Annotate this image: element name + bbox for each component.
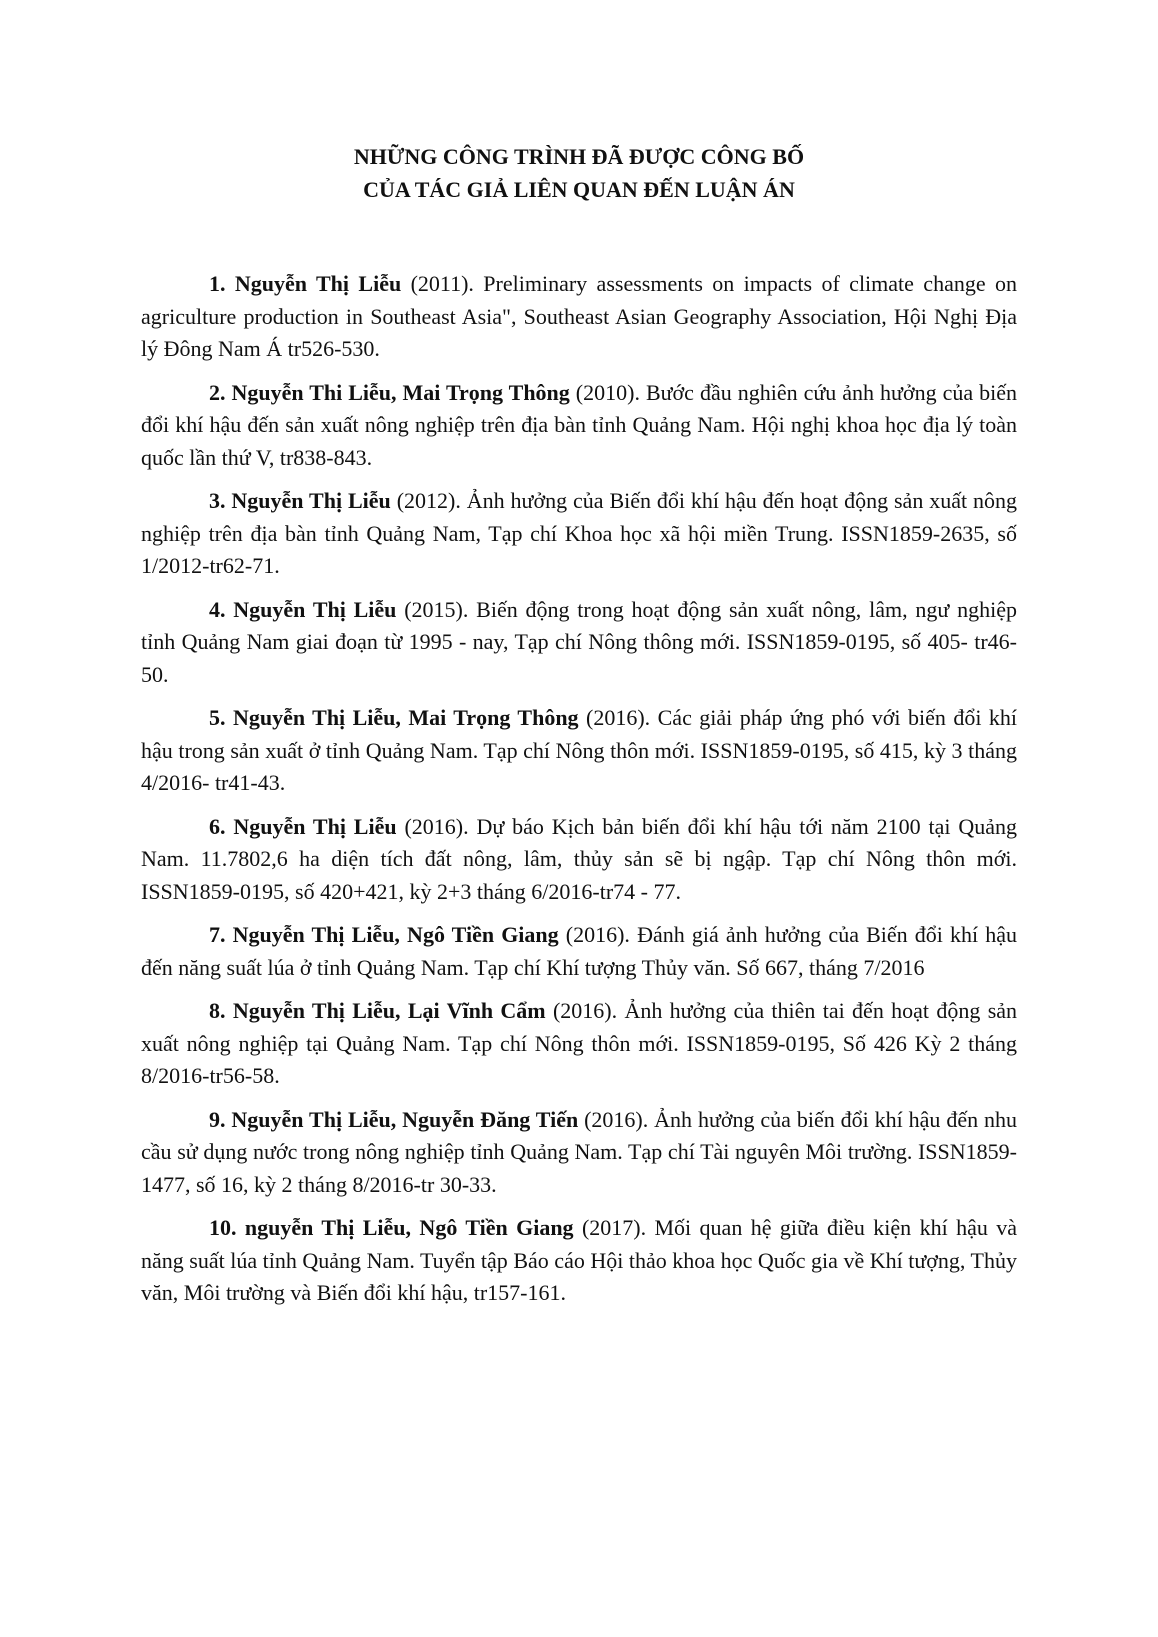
list-item — [141, 377, 1017, 475]
list-item — [141, 919, 1017, 984]
item-number: 10. — [209, 1215, 237, 1240]
item-authors: Nguyễn Thị Liễu — [233, 813, 397, 839]
list-item — [141, 995, 1017, 1093]
item-authors: Nguyễn Thị Liễu, Lại Vĩnh Cẩm — [232, 998, 546, 1023]
list-item — [141, 702, 1017, 800]
item-authors: Nguyễn Thị Liễu — [234, 271, 402, 296]
list-item — [141, 268, 1017, 366]
list-item — [141, 811, 1017, 909]
item-citation: (2016). Ảnh hưởng của biến đổi khí hậu đến nhu cầu sử dụng nước trong nông nghiệp tỉnh Quảng Nam. Tạp chí Tài nguyên Môi trường. ISSN1859-1477, số 16, kỳ 2 tháng 8/2016-tr 30-33. — [141, 1106, 1017, 1197]
item-authors: Nguyễn Thị Liễu — [231, 488, 391, 513]
item-citation: (2010). Bước đầu nghiên cứu ảnh hưởng của biến đổi khí hậu đến sản xuất nông nghiệp trên địa bàn tỉnh Quảng Nam. Hội nghị khoa học địa lý toàn quốc lần thứ V, tr838-843. — [141, 379, 1017, 470]
item-number: 7. — [209, 922, 226, 947]
title-line-2: CỦA TÁC GIẢ LIÊN QUAN ĐẾN LUẬN ÁN — [363, 177, 795, 202]
item-citation: (2016). Ảnh hưởng của thiên tai đến hoạt động sản xuất nông nghiệp tại Quảng Nam. Tạp chí Nông thôn mới. ISSN1859-0195, Số 426 Kỳ 2 tháng 8/2016-tr56-58. — [141, 998, 1018, 1088]
item-number: 6. — [209, 813, 226, 839]
item-citation: (2016). Dự báo Kịch bản biến đổi khí hậu tới năm 2100 tại Quảng Nam. 11.7802,6 ha diện tích đất nông, lâm, thủy sản sẽ bị ngập. Tạp chí Nông thôn mới. ISSN1859-0195, số 420+421, kỳ 2+3 tháng 6/2016-tr74 - 77. — [141, 813, 1017, 904]
item-citation: (2017). Mối quan hệ giữa điều kiện khí hậu và năng suất lúa tỉnh Quảng Nam. Tuyển tập Báo cáo Hội thảo khoa học Quốc gia về Khí tượng, Thủy văn, Môi trường và Biến đổi khí hậu, tr157-161. — [141, 1215, 1017, 1305]
title-line-1: NHỮNG CÔNG TRÌNH ĐÃ ĐƯỢC CÔNG BỐ — [353, 144, 805, 169]
publication-list — [141, 268, 1017, 1321]
item-number: 5. — [209, 705, 226, 730]
item-number: 8. — [209, 998, 226, 1023]
item-authors: Nguyễn Thi Liễu, Mai Trọng Thông — [231, 379, 570, 405]
list-item — [141, 594, 1017, 692]
item-authors: Nguyễn Thị Liễu, Ngô Tiền Giang — [232, 922, 559, 947]
item-number: 9. — [209, 1106, 226, 1132]
item-number: 4. — [209, 596, 226, 622]
list-item — [141, 1212, 1017, 1310]
item-authors: nguyễn Thị Liễu, Ngô Tiền Giang — [244, 1215, 574, 1240]
item-citation: (2016). Các giải pháp ứng phó với biến đổi khí hậu trong sản xuất ở tỉnh Quảng Nam. Tạp chí Nông thôn mới. ISSN1859-0195, số 415, kỳ 3 tháng 4/2016- tr41-43. — [141, 705, 1018, 795]
item-authors: Nguyễn Thị Liễu, Mai Trọng Thông — [232, 705, 579, 730]
item-citation: (2016). Đánh giá ảnh hưởng của Biến đổi khí hậu đến năng suất lúa ở tỉnh Quảng Nam. Tạp chí Khí tượng Thủy văn. Số 667, tháng 7/2016 — [141, 922, 1018, 980]
item-number: 2. — [209, 379, 226, 405]
list-item — [141, 485, 1017, 583]
item-number: 3. — [209, 488, 226, 513]
item-authors: Nguyễn Thị Liễu — [233, 596, 397, 622]
item-authors: Nguyễn Thị Liễu, Nguyễn Đăng Tiến — [231, 1106, 579, 1132]
list-item — [141, 1104, 1017, 1202]
item-citation: (2015). Biến động trong hoạt động sản xuất nông, lâm, ngư nghiệp tỉnh Quảng Nam giai đoạn từ 1995 - nay, Tạp chí Nông thông mới. ISSN1859-0195, số 405- tr46-50. — [141, 596, 1017, 687]
item-citation: (2012). Ảnh hưởng của Biến đổi khí hậu đến hoạt động sản xuất nông nghiệp trên địa bàn tỉnh Quảng Nam, Tạp chí Khoa học xã hội miền Trung. ISSN1859-2635, số 1/2012-tr62-71. — [141, 488, 1018, 578]
page-title — [141, 140, 1017, 206]
item-number: 1. — [209, 271, 226, 296]
item-citation: (2011). Preliminary assessments on impacts of climate change on agriculture production in Southeast Asia", Southeast Asian Geography Association, Hội Nghị Địa lý Đông Nam Á tr526-530. — [141, 271, 1017, 361]
